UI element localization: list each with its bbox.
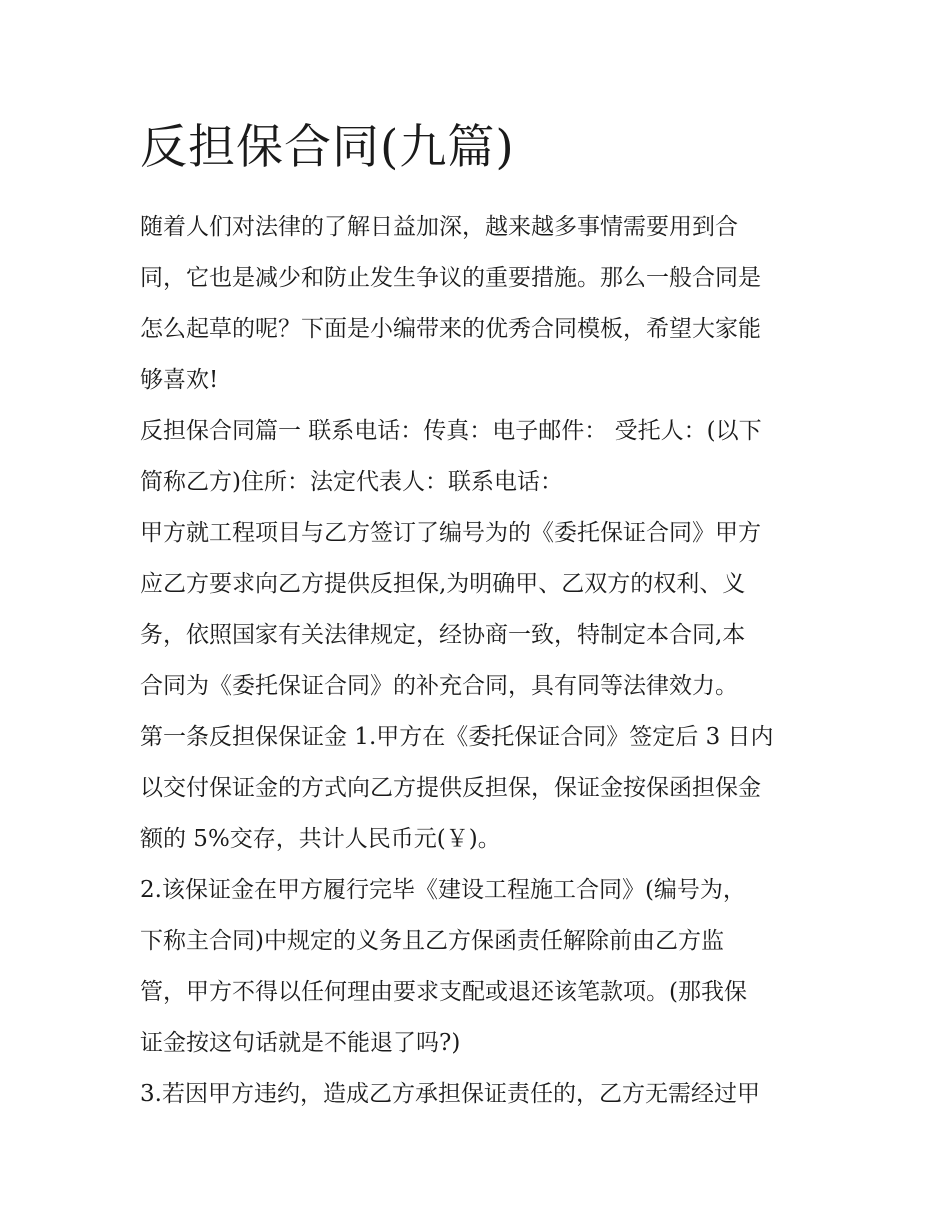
text-line: 合同为《委托保证合同》的补充合同，具有同等法律效力。	[140, 673, 738, 699]
paragraph-clause-3	[140, 1069, 820, 1120]
paragraph-intro	[140, 202, 820, 406]
text-line: 同，它也是减少和防止发生争议的重要措施。那么一般合同是	[140, 265, 761, 291]
text-line: 下称主合同)中规定的义务且乙方保函责任解除前由乙方监	[140, 928, 724, 954]
text-line: 简称乙方)住所：法定代表人：联系电话：	[140, 469, 563, 495]
text-line: 甲方就工程项目与乙方签订了编号为的《委托保证合同》甲方	[140, 520, 761, 546]
text-line: 2.该保证金在甲方履行完毕《建设工程施工合同》(编号为，	[140, 877, 746, 903]
paragraph-article-1	[140, 712, 820, 865]
text-line: 额的 5%交存，共计人民币元(￥)。	[140, 826, 501, 852]
text-line: 第一条反担保保证金 1.甲方在《委托保证合同》签定后 3 日内	[140, 724, 774, 750]
text-line: 务，依照国家有关法律规定，经协商一致，特制定本合同,本	[140, 622, 746, 648]
document-title: 反担保合同(九篇)	[140, 120, 515, 175]
paragraph-preamble	[140, 508, 820, 712]
paragraph-contract-header	[140, 406, 820, 508]
document-page	[140, 118, 820, 1120]
text-line: 证金按这句话就是不能退了吗?)	[140, 1030, 461, 1056]
text-line: 以交付保证金的方式向乙方提供反担保，保证金按保函担保金	[140, 775, 761, 801]
text-line: 应乙方要求向乙方提供反担保,为明确甲、乙双方的权利、义	[140, 571, 746, 597]
text-line: 随着人们对法律的了解日益加深，越来越多事情需要用到合	[140, 214, 738, 240]
text-line: 够喜欢!	[140, 367, 219, 393]
text-line: 3.若因甲方违约，造成乙方承担保证责任的，乙方无需经过甲	[140, 1081, 760, 1107]
paragraph-clause-2	[140, 865, 820, 1069]
text-line: 反担保合同篇一 联系电话：传真：电子邮件： 受托人：(以下	[140, 418, 762, 444]
text-line: 怎么起草的呢？下面是小编带来的优秀合同模板，希望大家能	[140, 316, 761, 342]
text-line: 管，甲方不得以任何理由要求支配或退还该笔款项。(那我保	[140, 979, 747, 1005]
